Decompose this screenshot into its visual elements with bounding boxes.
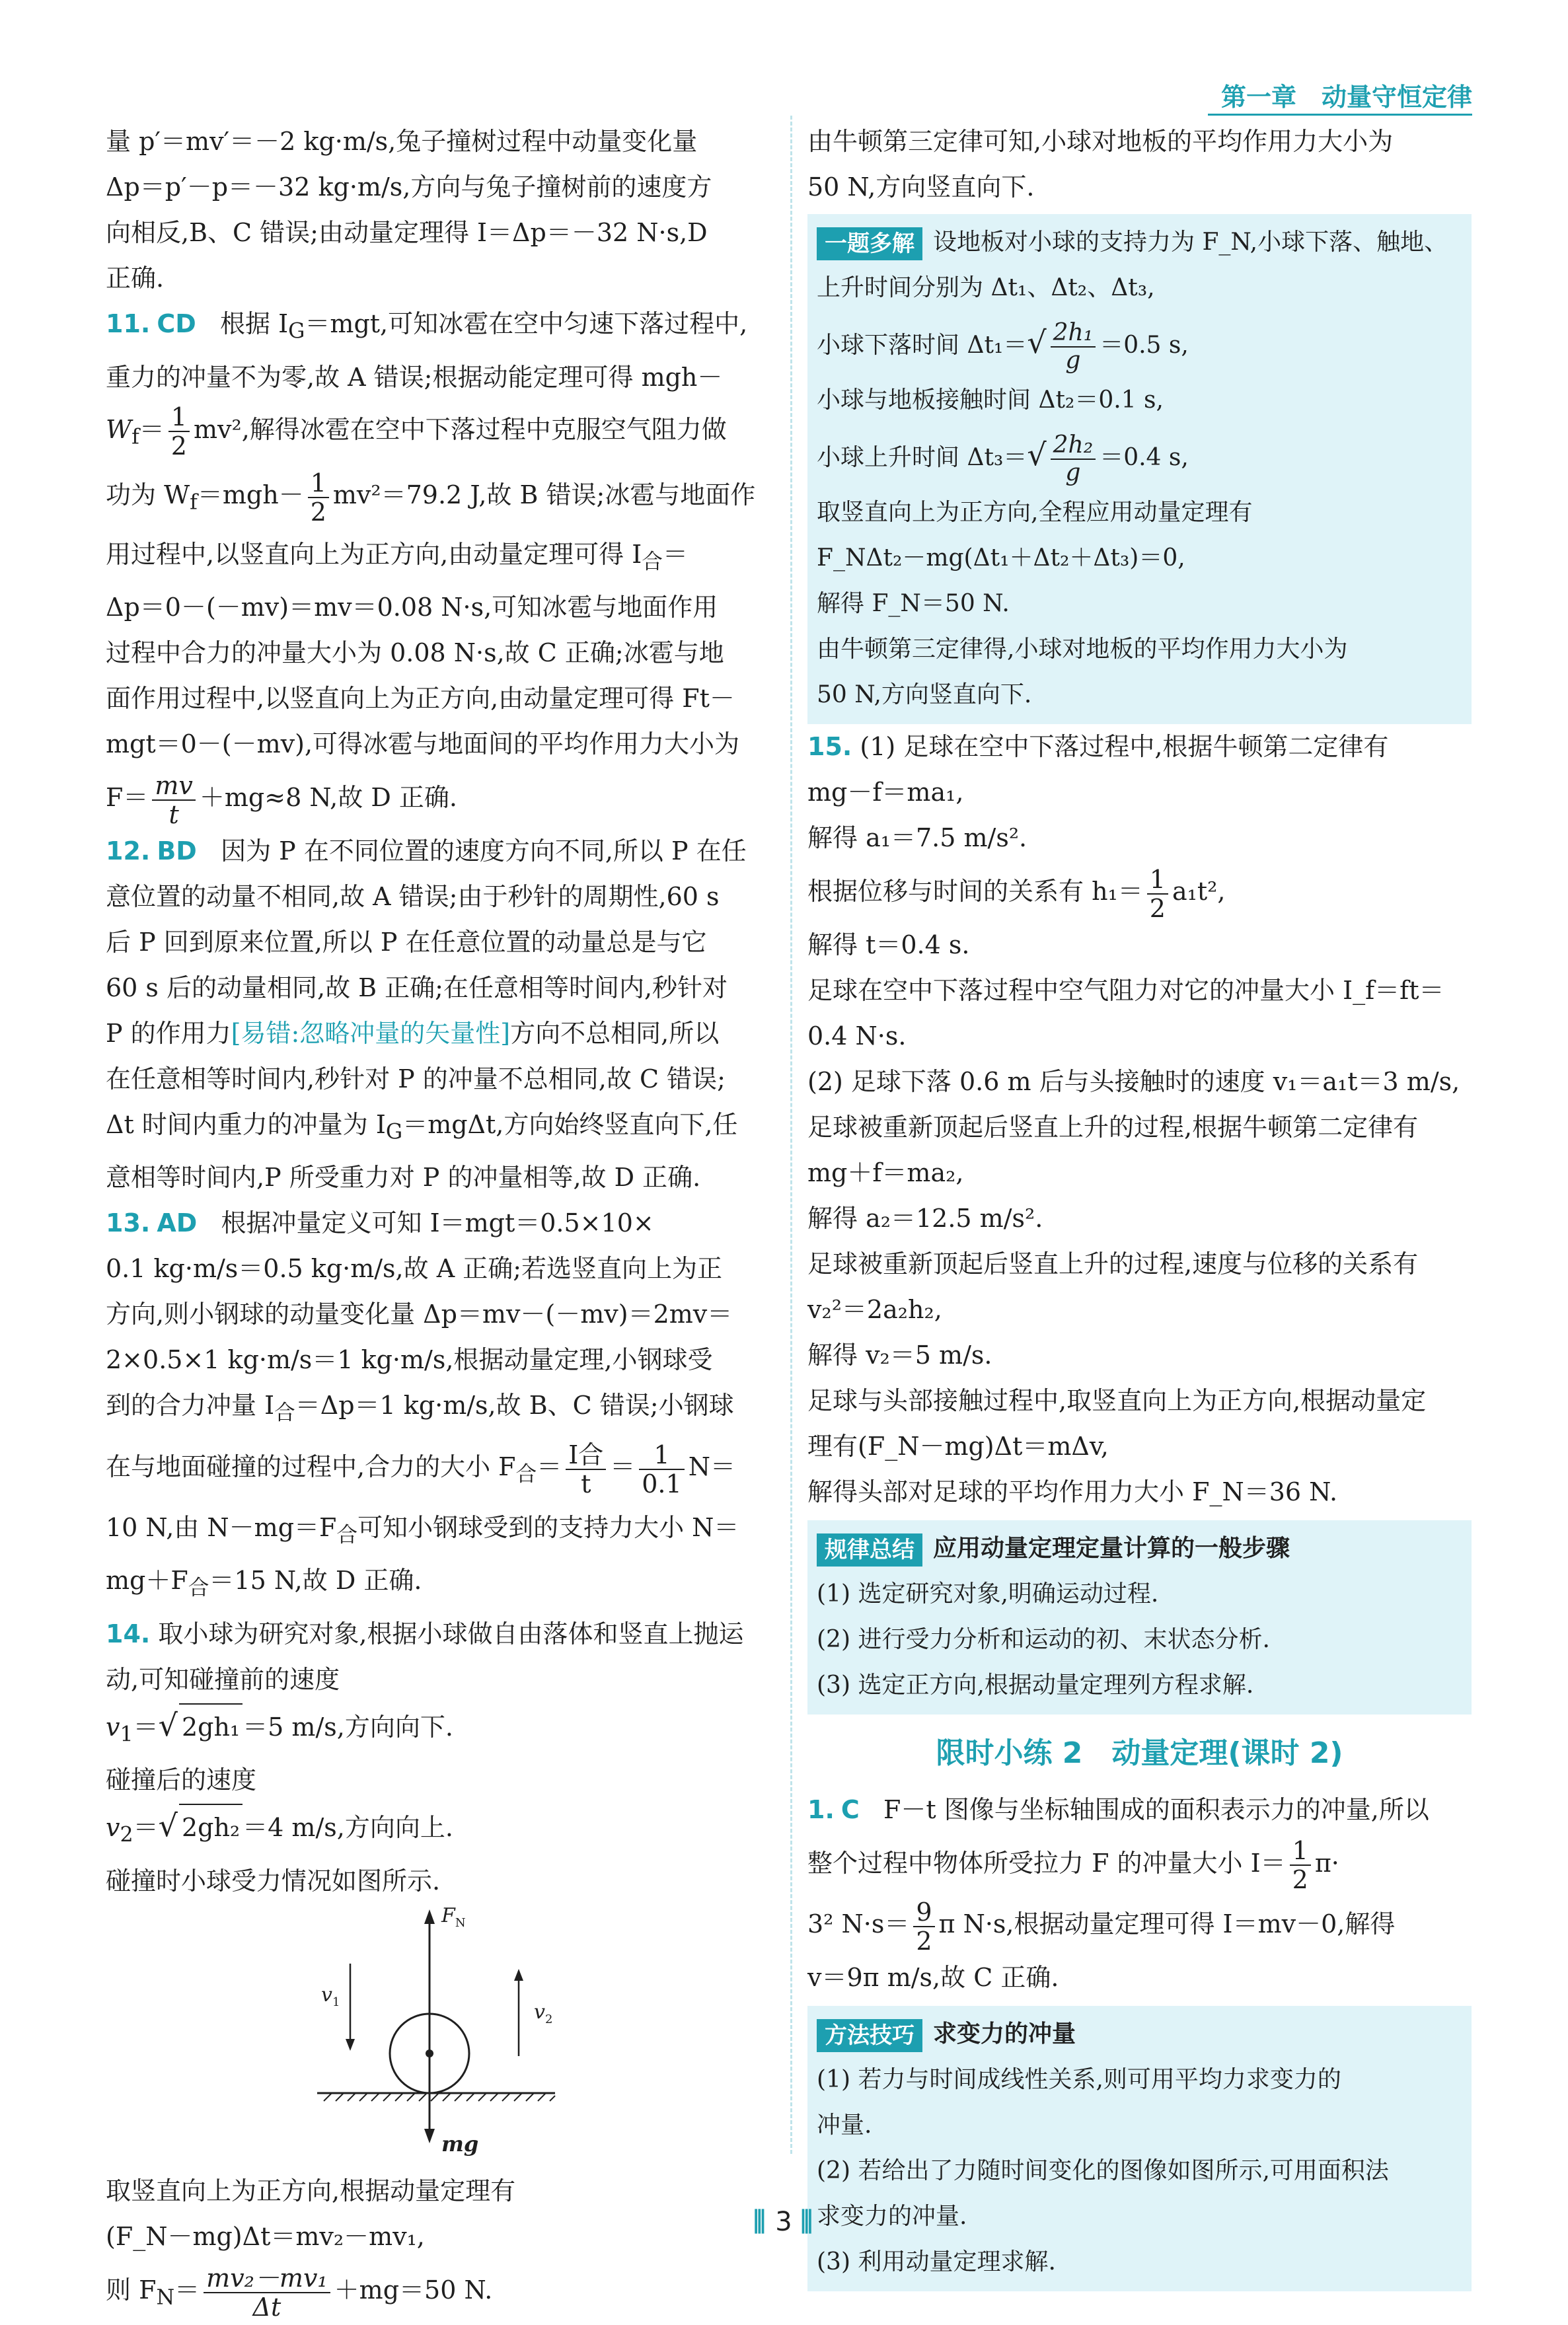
text-line: 意位置的动量不相同,故 A 错误;由于秒针的周期性,60 s: [106, 881, 720, 911]
box-line: 50 N,方向竖直向下.: [817, 681, 1032, 708]
text-line: 方向,则小钢球的动量变化量 Δp＝mv－(－mv)＝2mv＝: [106, 1300, 733, 1329]
text: 因为 P 在不同位置的速度方向不同,所以 P 在任: [221, 836, 747, 866]
numerator: 2h₁: [1053, 319, 1094, 346]
text: F＝: [106, 783, 149, 813]
text: 根据位移与时间的关系有 h₁＝: [807, 877, 1143, 906]
text: ＝mgt,可知冰雹在空中匀速下落过程中,: [305, 309, 748, 338]
text: 方向不总相同,所以: [510, 1018, 720, 1048]
text-line: 碰撞后的速度: [106, 1765, 257, 1795]
text-line: 0.1 kg·m/s＝0.5 kg·m/s,故 A 正确;若选竖直向上为正: [106, 1254, 723, 1284]
box-line: 取竖直向上为正方向,全程应用动量定理有: [817, 499, 1253, 526]
text: mg＋F: [106, 1566, 188, 1596]
answer-label: CD: [157, 309, 196, 338]
text: 整个过程中物体所受拉力 F 的冲量大小 I＝: [807, 1848, 1286, 1878]
denominator: 2: [308, 497, 329, 526]
box-line: [817, 219, 1462, 265]
box-line: 上升时间分别为 Δt₁、Δt₂、Δt₃,: [817, 274, 1155, 301]
text: ＝: [662, 539, 688, 569]
text: P 的作用力: [106, 1018, 231, 1048]
multi-solution-box: [807, 214, 1472, 724]
denominator: 2: [1290, 1864, 1311, 1894]
denominator: 2: [1147, 893, 1168, 922]
text: 可知小钢球受到的支持力大小 N＝: [357, 1512, 739, 1542]
text: 功为 W: [106, 480, 190, 510]
text-line: [106, 400, 773, 466]
text: ＝: [133, 1813, 159, 1843]
text: 根据 I: [220, 309, 289, 338]
denominator: t: [152, 799, 196, 829]
text-line: [106, 1558, 773, 1611]
text: ＝: [174, 2275, 200, 2305]
text: W: [106, 414, 132, 444]
q13-line: [106, 1200, 773, 1246]
box-line: 解得 F_N＝50 N.: [817, 590, 1010, 617]
text: 设地板对小球的支持力为 F_N,小球下落、触地、: [933, 229, 1448, 256]
footer-ornament-right-icon: ⫼: [800, 2207, 814, 2237]
numerator: 1: [310, 468, 326, 498]
text-line: 0.4 N·s.: [807, 1021, 907, 1051]
numerator: mv: [155, 770, 193, 800]
subscript: 2: [120, 1824, 133, 1848]
v1-label: [321, 1983, 340, 2009]
text-line: mg－f＝ma₁,: [807, 778, 964, 807]
mg-arrowhead: [424, 2129, 435, 2143]
fraction: [168, 403, 190, 460]
text-line: 解得 t＝0.4 s.: [807, 930, 970, 959]
question-number: 1.: [807, 1794, 835, 1824]
ground-hatch: [324, 2093, 555, 2101]
fraction: [1290, 1837, 1311, 1894]
fraction: [1147, 866, 1168, 922]
text-line: [106, 767, 773, 829]
subscript: 合: [188, 1576, 209, 1600]
text-line: 取竖直向上为正方向,根据动量定理有: [106, 2176, 516, 2206]
text-line: 50 N,方向竖直向下.: [807, 172, 1035, 202]
text: Δt 时间内重力的冲量为 I: [106, 1109, 386, 1139]
right-column: [807, 119, 1472, 2291]
fraction: [204, 2264, 330, 2321]
section-title: 限时小练 2 动量定理(课时 2): [936, 1736, 1343, 1770]
answer-label: C: [840, 1794, 860, 1824]
denominator: 2: [913, 1926, 934, 1955]
subscript: 1: [332, 1995, 340, 2010]
sqrt-icon: √: [158, 1808, 178, 1844]
text: 10 N,由 N－mg＝F: [106, 1512, 337, 1542]
s1-line: [807, 1787, 1472, 1833]
denominator: Δt: [204, 2292, 330, 2321]
box-line: (3) 利用动量定理求解.: [817, 2248, 1056, 2275]
text: 根据冲量定义可知 I＝mgt＝0.5×10×: [221, 1208, 654, 1238]
text: v: [106, 1813, 120, 1843]
subscript: 合: [642, 550, 663, 574]
text-line: v₂²＝2a₂h₂,: [807, 1294, 942, 1324]
text-line: 碰撞时小球受力情况如图所示.: [106, 1866, 441, 1896]
text: v: [106, 1712, 120, 1742]
text-line: 2×0.5×1 kg·m/s＝1 kg·m/s,根据动量定理,小钢球受: [106, 1345, 713, 1375]
text-line: 解得 a₂＝12.5 m/s².: [807, 1203, 1043, 1233]
text: ＝5 m/s,方向向下.: [243, 1712, 453, 1742]
text: ＝Δp＝1 kg·m/s,故 B、C 错误;小钢球: [295, 1391, 734, 1421]
text-line: [106, 1505, 773, 1559]
text: a₁t²,: [1172, 877, 1226, 906]
force-diagram-svg: [106, 1904, 773, 2168]
text-line: 后 P 回到原来位置,所以 P 在任意位置的动量总是与它: [106, 927, 707, 957]
subscript: 合: [515, 1462, 537, 1487]
fraction: [308, 469, 329, 526]
numerator: mv₂－mv₁: [206, 2263, 328, 2293]
denominator: t: [566, 1469, 606, 1498]
text-line: 解得 a₁＝7.5 m/s².: [807, 823, 1027, 852]
text-line: 面作用过程中,以竖直向上为正方向,由动量定理可得 Ft－: [106, 684, 735, 714]
text: ＝mgΔt,方向始终竖直向下,任: [402, 1109, 738, 1139]
label: v: [321, 1983, 332, 2007]
text-line: [106, 1383, 773, 1436]
numerator: 1: [653, 1440, 670, 1469]
text-line: 理有(F_N－mg)Δt＝mΔv,: [807, 1431, 1109, 1461]
subscript: G: [288, 319, 305, 344]
box-line: (3) 选定正方向,根据动量定理列方程求解.: [817, 1671, 1254, 1699]
left-column: [106, 119, 773, 2325]
fraction: [1051, 432, 1096, 486]
text-line: [106, 1436, 773, 1505]
subscript: 2: [544, 2012, 553, 2027]
text-line: [807, 1894, 1472, 1955]
text-line: [106, 2260, 773, 2325]
radicand: 2gh₂: [179, 1804, 243, 1851]
text: 则 F: [106, 2275, 157, 2305]
text-line: 重力的冲量不为零,故 A 错误;根据动能定理可得 mgh－: [106, 362, 723, 392]
method-tip-tag: 方法技巧: [817, 2019, 922, 2052]
text-line: 过程中合力的冲量大小为 0.08 N·s,故 C 正确;冰雹与地: [106, 638, 724, 668]
text: ＝0.4 s,: [1100, 444, 1189, 471]
text-line: 60 s 后的动量相同,故 B 正确;在任意相等时间内,秒针对: [106, 973, 728, 1002]
text-line: Δp＝p′－p＝－32 kg·m/s,方向与兔子撞树前的速度方: [106, 172, 712, 202]
question-number: 13.: [106, 1208, 151, 1238]
box-title: 应用动量定理定量计算的一般步骤: [933, 1534, 1290, 1562]
v2-label: [534, 2001, 552, 2026]
subscript: 合: [336, 1523, 358, 1547]
fn-arrowhead: [424, 1909, 435, 1924]
fraction: [1051, 320, 1096, 374]
question-number: 11.: [106, 309, 151, 338]
numerator: 2h₂: [1053, 431, 1094, 459]
box-line: (2) 若给出了力随时间变化的图像如图所示,可用面积法: [817, 2157, 1389, 2184]
question-number: 14.: [106, 1619, 151, 1648]
text: ＋mg≈8 N,故 D 正确.: [199, 783, 457, 813]
text-line: (2) 足球下落 0.6 m 后与头接触时的速度 v₁＝a₁t＝3 m/s,: [807, 1066, 1460, 1096]
text: 用过程中,以竖直向上为正方向,由动量定理可得 I: [106, 539, 642, 569]
text-line: 解得头部对足球的平均作用力大小 F_N＝36 N.: [807, 1477, 1338, 1506]
q12-line: [106, 829, 773, 874]
text: ＝0.5 s,: [1100, 332, 1189, 359]
text: ＝mgh－: [197, 480, 304, 510]
text-line: (F_N－mg)Δt＝mv₂－mv₁,: [106, 2222, 425, 2252]
subscript: N: [156, 2285, 175, 2310]
text-line: 由牛顿第三定律可知,小球对地板的平均作用力大小为: [807, 127, 1394, 156]
box-line: [817, 311, 1462, 377]
text: (1) 足球在空中下落过程中,根据牛顿第二定律有: [860, 732, 1389, 761]
chapter-header: 第一章 动量守恒定律: [1220, 83, 1472, 112]
fraction: [566, 1441, 606, 1498]
text-line: [807, 1833, 1472, 1894]
subscript: G: [385, 1120, 403, 1144]
multi-solution-tag: 一题多解: [817, 227, 922, 260]
text: ＝4 m/s,方向向上.: [243, 1813, 453, 1843]
mg-label: mg: [441, 2131, 479, 2157]
subscript: f: [131, 425, 139, 449]
sqrt-icon: √: [1027, 324, 1047, 360]
text-line: 解得 v₂＝5 m/s.: [807, 1340, 992, 1370]
text-line: 向相反,B、C 错误;由动量定理得 I＝Δp＝－32 N·s,D: [106, 218, 708, 247]
text: π N·s,根据动量定理可得 I＝mv－0,解得: [938, 1909, 1396, 1938]
text: ＝15 N,故 D 正确.: [209, 1566, 422, 1596]
subscript: 1: [120, 1722, 133, 1747]
text-line: 在任意相等时间内,秒针对 P 的冲量不总相同,故 C 错误;: [106, 1064, 726, 1093]
q15-line: [807, 724, 1472, 770]
text: 小球下落时间 Δt₁＝: [817, 332, 1027, 359]
text-line: mgt＝0－(－mv),可得冰雹与地面间的平均作用力大小为: [106, 729, 740, 759]
answer-label: BD: [157, 836, 197, 866]
denominator: 0.1: [639, 1469, 684, 1498]
text: ＝: [537, 1452, 562, 1482]
text-line: [106, 532, 773, 585]
box-line: 求变力的冲量.: [817, 2202, 967, 2230]
text: 在与地面碰撞的过程中,合力的大小 F: [106, 1452, 516, 1482]
box-line: (2) 进行受力分析和运动的初、末状态分析.: [817, 1625, 1270, 1653]
text-line: 足球被重新顶起后竖直上升的过程,根据牛顿第二定律有: [807, 1112, 1419, 1142]
force-diagram: [106, 1904, 773, 2168]
text: mv²,解得冰雹在空中下落过程中克服空气阻力做: [193, 414, 727, 444]
text: ＝: [610, 1452, 636, 1482]
sqrt-icon: √: [1027, 437, 1047, 472]
box-line: 由牛顿第三定律得,小球对地板的平均作用力大小为: [817, 636, 1348, 663]
box-title: 求变力的冲量: [933, 2020, 1076, 2048]
text-line: 正确.: [106, 264, 165, 293]
footer-ornament-left-icon: ⫼: [753, 2207, 767, 2237]
text: N＝: [688, 1452, 735, 1482]
text: 3² N·s＝: [807, 1909, 910, 1938]
text: ＝: [139, 414, 165, 444]
text: 小球上升时间 Δt₃＝: [817, 444, 1027, 471]
text: F－t 图像与坐标轴围成的面积表示力的冲量,所以: [883, 1794, 1429, 1824]
text-line: 动,可知碰撞前的速度: [106, 1664, 340, 1694]
text-line: Δp＝0－(－mv)＝mv＝0.08 N·s,可知冰雹与地面作用: [106, 593, 718, 622]
text: π·: [1314, 1848, 1339, 1878]
rule-summary-box: [807, 1520, 1472, 1715]
fraction: [913, 1898, 934, 1955]
text-line: mg＋f＝ma₂,: [807, 1158, 964, 1187]
text-line: [106, 1703, 773, 1758]
subscript: f: [190, 490, 198, 515]
text-line: [807, 861, 1472, 922]
text: ＝: [133, 1712, 159, 1742]
text-line: v＝9π m/s,故 C 正确.: [807, 1962, 1059, 1992]
column-divider: [790, 116, 792, 2154]
v1-arrowhead: [346, 2039, 355, 2051]
label: F: [441, 1904, 455, 1928]
text-line: 足球在空中下落过程中空气阻力对它的冲量大小 I_f＝ft＝: [807, 975, 1444, 1005]
text: 取小球为研究对象,根据小球做自由落体和竖直上抛运: [158, 1619, 744, 1648]
label: v: [534, 2001, 545, 2024]
numerator: I合: [568, 1440, 604, 1469]
box-header: [817, 2011, 1462, 2057]
box-line: 小球与地板接触时间 Δt₂＝0.1 s,: [817, 387, 1164, 414]
header-rule: [1208, 114, 1472, 116]
subscript: 合: [274, 1401, 295, 1426]
denominator: 2: [168, 431, 190, 460]
text-line: [106, 466, 773, 532]
text-line: 足球被重新顶起后竖直上升的过程,速度与位移的关系有: [807, 1249, 1419, 1278]
box-line: 冲量.: [817, 2111, 872, 2139]
numerator: 1: [170, 402, 187, 432]
rule-summary-tag: 规律总结: [817, 1533, 922, 1567]
q14-line: [106, 1611, 773, 1657]
page-footer: [718, 2207, 850, 2237]
sqrt-icon: √: [158, 1707, 178, 1743]
error-note: [易错:忽略冲量的矢量性]: [231, 1018, 511, 1048]
text-line: [106, 1102, 773, 1156]
text-line: 足球与头部接触过程中,取竖直向上为正方向,根据动量定: [807, 1385, 1427, 1415]
fraction: [639, 1441, 684, 1498]
text-line: 意相等时间内,P 所受重力对 P 的冲量相等,故 D 正确.: [106, 1163, 701, 1193]
text: mv²＝79.2 J,故 B 错误;冰雹与地面作: [332, 480, 756, 510]
numerator: 1: [1292, 1836, 1308, 1865]
question-number: 12.: [106, 836, 151, 866]
answer-label: AD: [157, 1208, 198, 1238]
fraction: [152, 772, 196, 829]
box-line: (1) 选定研究对象,明确运动过程.: [817, 1580, 1159, 1607]
fn-label: [441, 1904, 466, 1930]
denominator: g: [1051, 459, 1096, 486]
method-tip-box: [807, 2006, 1472, 2291]
page-number: 3: [775, 2207, 792, 2237]
numerator: 1: [1149, 864, 1166, 894]
radicand: 2gh₁: [179, 1703, 243, 1750]
text: ＋mg＝50 N.: [334, 2275, 493, 2305]
q11-line: [106, 301, 773, 355]
box-line: [817, 423, 1462, 490]
subscript: N: [455, 1916, 466, 1931]
text-line: 量 p′＝mv′＝－2 kg·m/s,兔子撞树过程中动量变化量: [106, 127, 698, 156]
numerator: 9: [916, 1897, 932, 1927]
text: 到的合力冲量 I: [106, 1391, 275, 1421]
box-header: [817, 1526, 1462, 1571]
text-line: [106, 1011, 773, 1056]
box-line: F_NΔt₂－mg(Δt₁＋Δt₂＋Δt₃)＝0,: [817, 544, 1185, 572]
v2-arrowhead: [514, 1969, 523, 1981]
text-line: [106, 1803, 773, 1859]
box-line: (1) 若力与时间成线性关系,则可用平均力求变力的: [817, 2065, 1341, 2093]
denominator: g: [1051, 346, 1096, 374]
question-number: 15.: [807, 732, 852, 761]
